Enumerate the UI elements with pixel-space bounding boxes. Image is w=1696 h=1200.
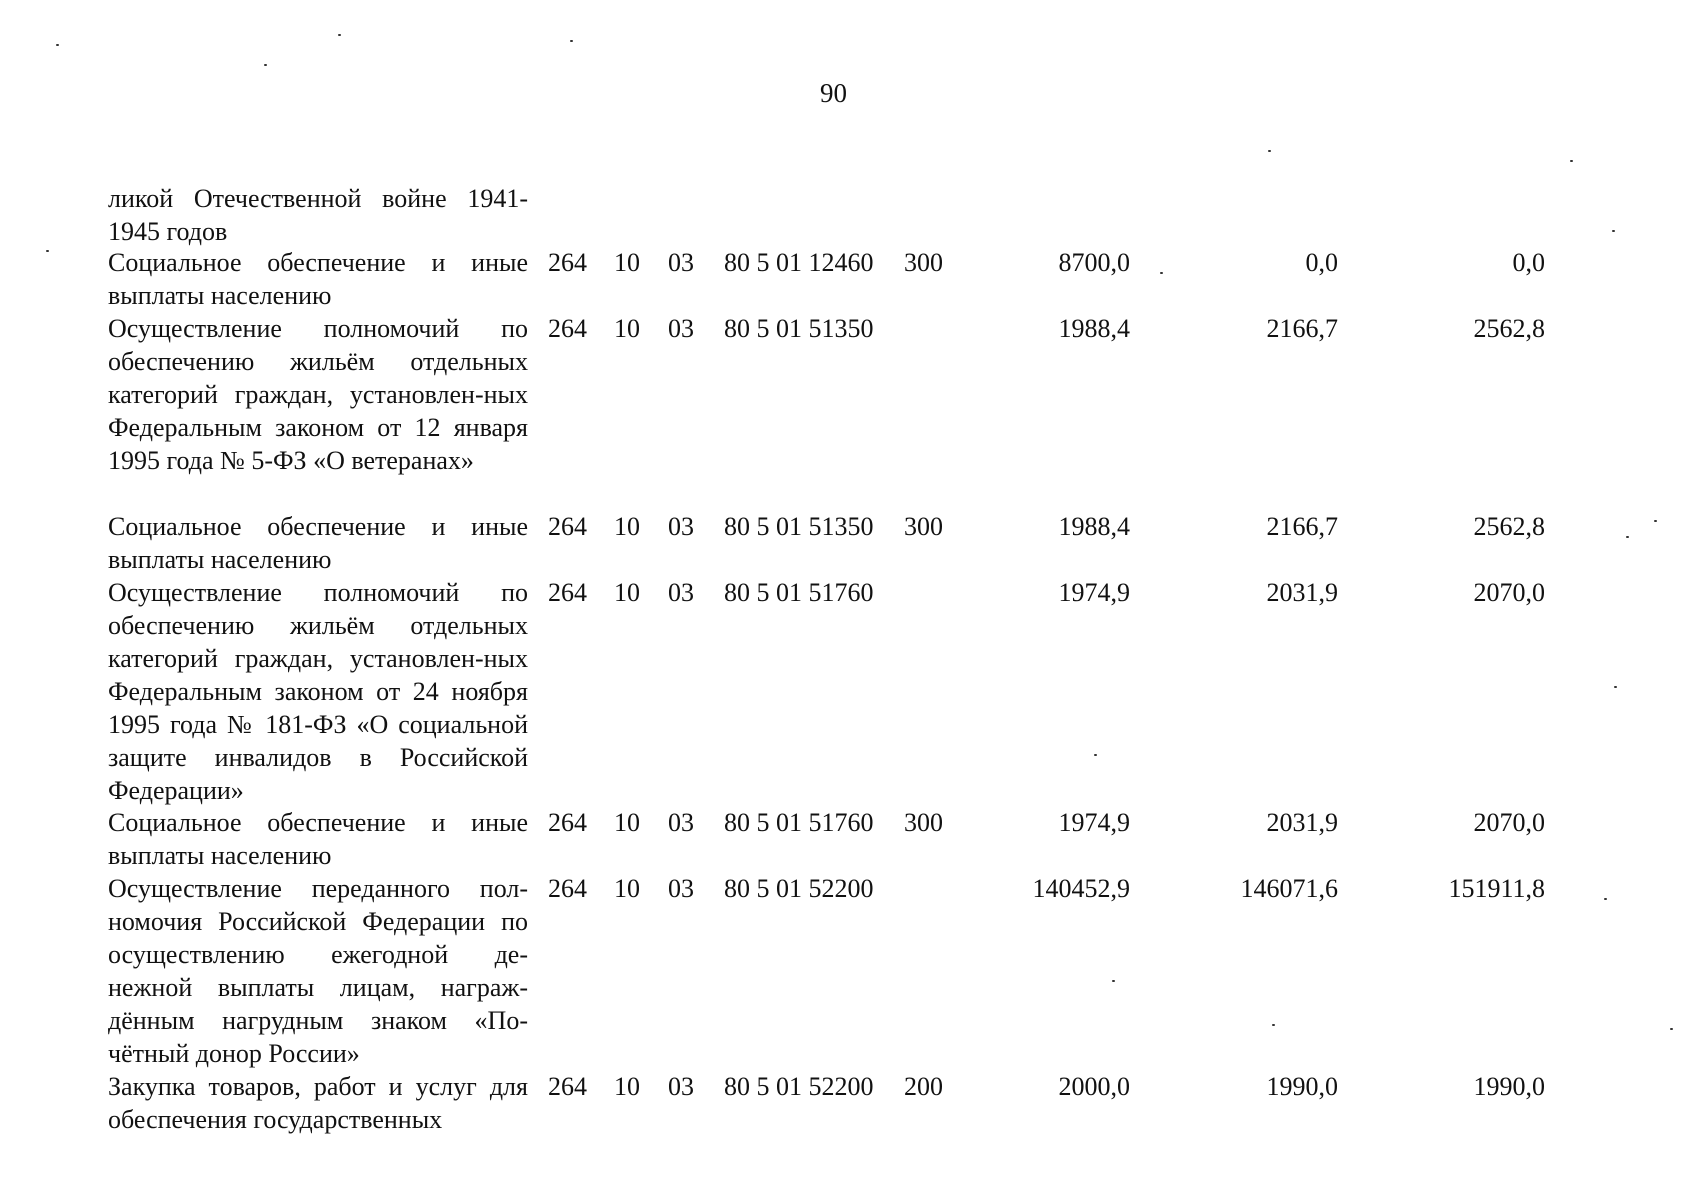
subsection-code: 03: [668, 874, 694, 903]
amount-year-1: 1974,9: [1058, 808, 1130, 837]
section-code: 10: [614, 248, 640, 277]
amount-year-3: 2562,8: [1473, 512, 1545, 541]
row-description: Социальное обеспечение и иные выплаты населению: [108, 512, 528, 574]
expense-type: 200: [904, 1072, 943, 1101]
section-code: 10: [614, 512, 640, 541]
amount-year-3: 0,0: [1512, 248, 1545, 277]
scan-speck: [1160, 272, 1163, 274]
amount-year-3: 2070,0: [1473, 808, 1545, 837]
scan-speck: [1604, 898, 1607, 900]
scan-speck: [1670, 1028, 1673, 1030]
subsection-code: 03: [668, 314, 694, 343]
row-description: ликой Отечественной войне 1941-1945 годов: [108, 184, 528, 246]
scan-speck: [56, 44, 59, 46]
amount-year-2: 2166,7: [1266, 512, 1338, 541]
subsection-code: 03: [668, 512, 694, 541]
subsection-code: 03: [668, 248, 694, 277]
amount-year-2: 2031,9: [1266, 578, 1338, 607]
admin-code: 264: [548, 808, 587, 837]
section-code: 10: [614, 874, 640, 903]
section-code: 10: [614, 578, 640, 607]
scan-speck: [570, 40, 573, 42]
admin-code: 264: [548, 578, 587, 607]
amount-year-2: 2031,9: [1266, 808, 1338, 837]
admin-code: 264: [548, 248, 587, 277]
scan-speck: [264, 64, 267, 66]
scan-speck: [46, 250, 49, 252]
row-description: Закупка товаров, работ и услуг для обеспечения государственных: [108, 1072, 528, 1134]
section-code: 10: [614, 314, 640, 343]
scan-speck: [1654, 520, 1657, 522]
scan-speck: [1268, 150, 1271, 152]
scan-speck: [1272, 1024, 1275, 1026]
page-number: 90: [820, 78, 847, 108]
amount-year-2: 2166,7: [1266, 314, 1338, 343]
amount-year-1: 1974,9: [1058, 578, 1130, 607]
amount-year-2: 1990,0: [1266, 1072, 1338, 1101]
scan-speck: [1112, 980, 1115, 982]
target-article: 80 5 01 51760: [724, 808, 874, 837]
subsection-code: 03: [668, 1072, 694, 1101]
admin-code: 264: [548, 1072, 587, 1101]
admin-code: 264: [548, 314, 587, 343]
amount-year-1: 1988,4: [1058, 512, 1130, 541]
admin-code: 264: [548, 874, 587, 903]
amount-year-1: 140452,9: [1032, 874, 1130, 903]
amount-year-2: 146071,6: [1240, 874, 1338, 903]
subsection-code: 03: [668, 808, 694, 837]
target-article: 80 5 01 51350: [724, 512, 874, 541]
row-description: Социальное обеспечение и иные выплаты населению: [108, 248, 528, 310]
subsection-code: 03: [668, 578, 694, 607]
scan-speck: [1614, 686, 1617, 688]
scan-speck: [1626, 536, 1629, 538]
scan-speck: [1094, 754, 1097, 756]
admin-code: 264: [548, 512, 587, 541]
row-description: Осуществление переданного пол-номочия Российской Федерации по осуществлению ежегодной де-нежной выплаты лицам, награж-дённым нагрудным знаком «По-чётный донор России»: [108, 874, 528, 1068]
target-article: 80 5 01 12460: [724, 248, 874, 277]
scan-speck: [338, 34, 341, 36]
expense-type: 300: [904, 512, 943, 541]
section-code: 10: [614, 808, 640, 837]
amount-year-1: 2000,0: [1058, 1072, 1130, 1101]
amount-year-3: 151911,8: [1448, 874, 1545, 903]
amount-year-1: 8700,0: [1058, 248, 1130, 277]
amount-year-2: 0,0: [1305, 248, 1338, 277]
target-article: 80 5 01 52200: [724, 1072, 874, 1101]
target-article: 80 5 01 51350: [724, 314, 874, 343]
amount-year-1: 1988,4: [1058, 314, 1130, 343]
amount-year-3: 1990,0: [1473, 1072, 1545, 1101]
target-article: 80 5 01 52200: [724, 874, 874, 903]
expense-type: 300: [904, 808, 943, 837]
section-code: 10: [614, 1072, 640, 1101]
row-description: Социальное обеспечение и иные выплаты населению: [108, 808, 528, 870]
scan-speck: [1612, 230, 1615, 232]
amount-year-3: 2562,8: [1473, 314, 1545, 343]
row-description: Осуществление полномочий по обеспечению жильём отдельных категорий граждан, установлен-ных Федеральным законом от 24 ноября 1995 года № 181-ФЗ «О социальной защите инвалидов в Российской Федерации»: [108, 578, 528, 805]
row-description: Осуществление полномочий по обеспечению жильём отдельных категорий граждан, установлен-ных Федеральным законом от 12 января 1995 года № 5-ФЗ «О ветеранах»: [108, 314, 528, 475]
expense-type: 300: [904, 248, 943, 277]
amount-year-3: 2070,0: [1473, 578, 1545, 607]
target-article: 80 5 01 51760: [724, 578, 874, 607]
scan-speck: [1570, 160, 1573, 162]
